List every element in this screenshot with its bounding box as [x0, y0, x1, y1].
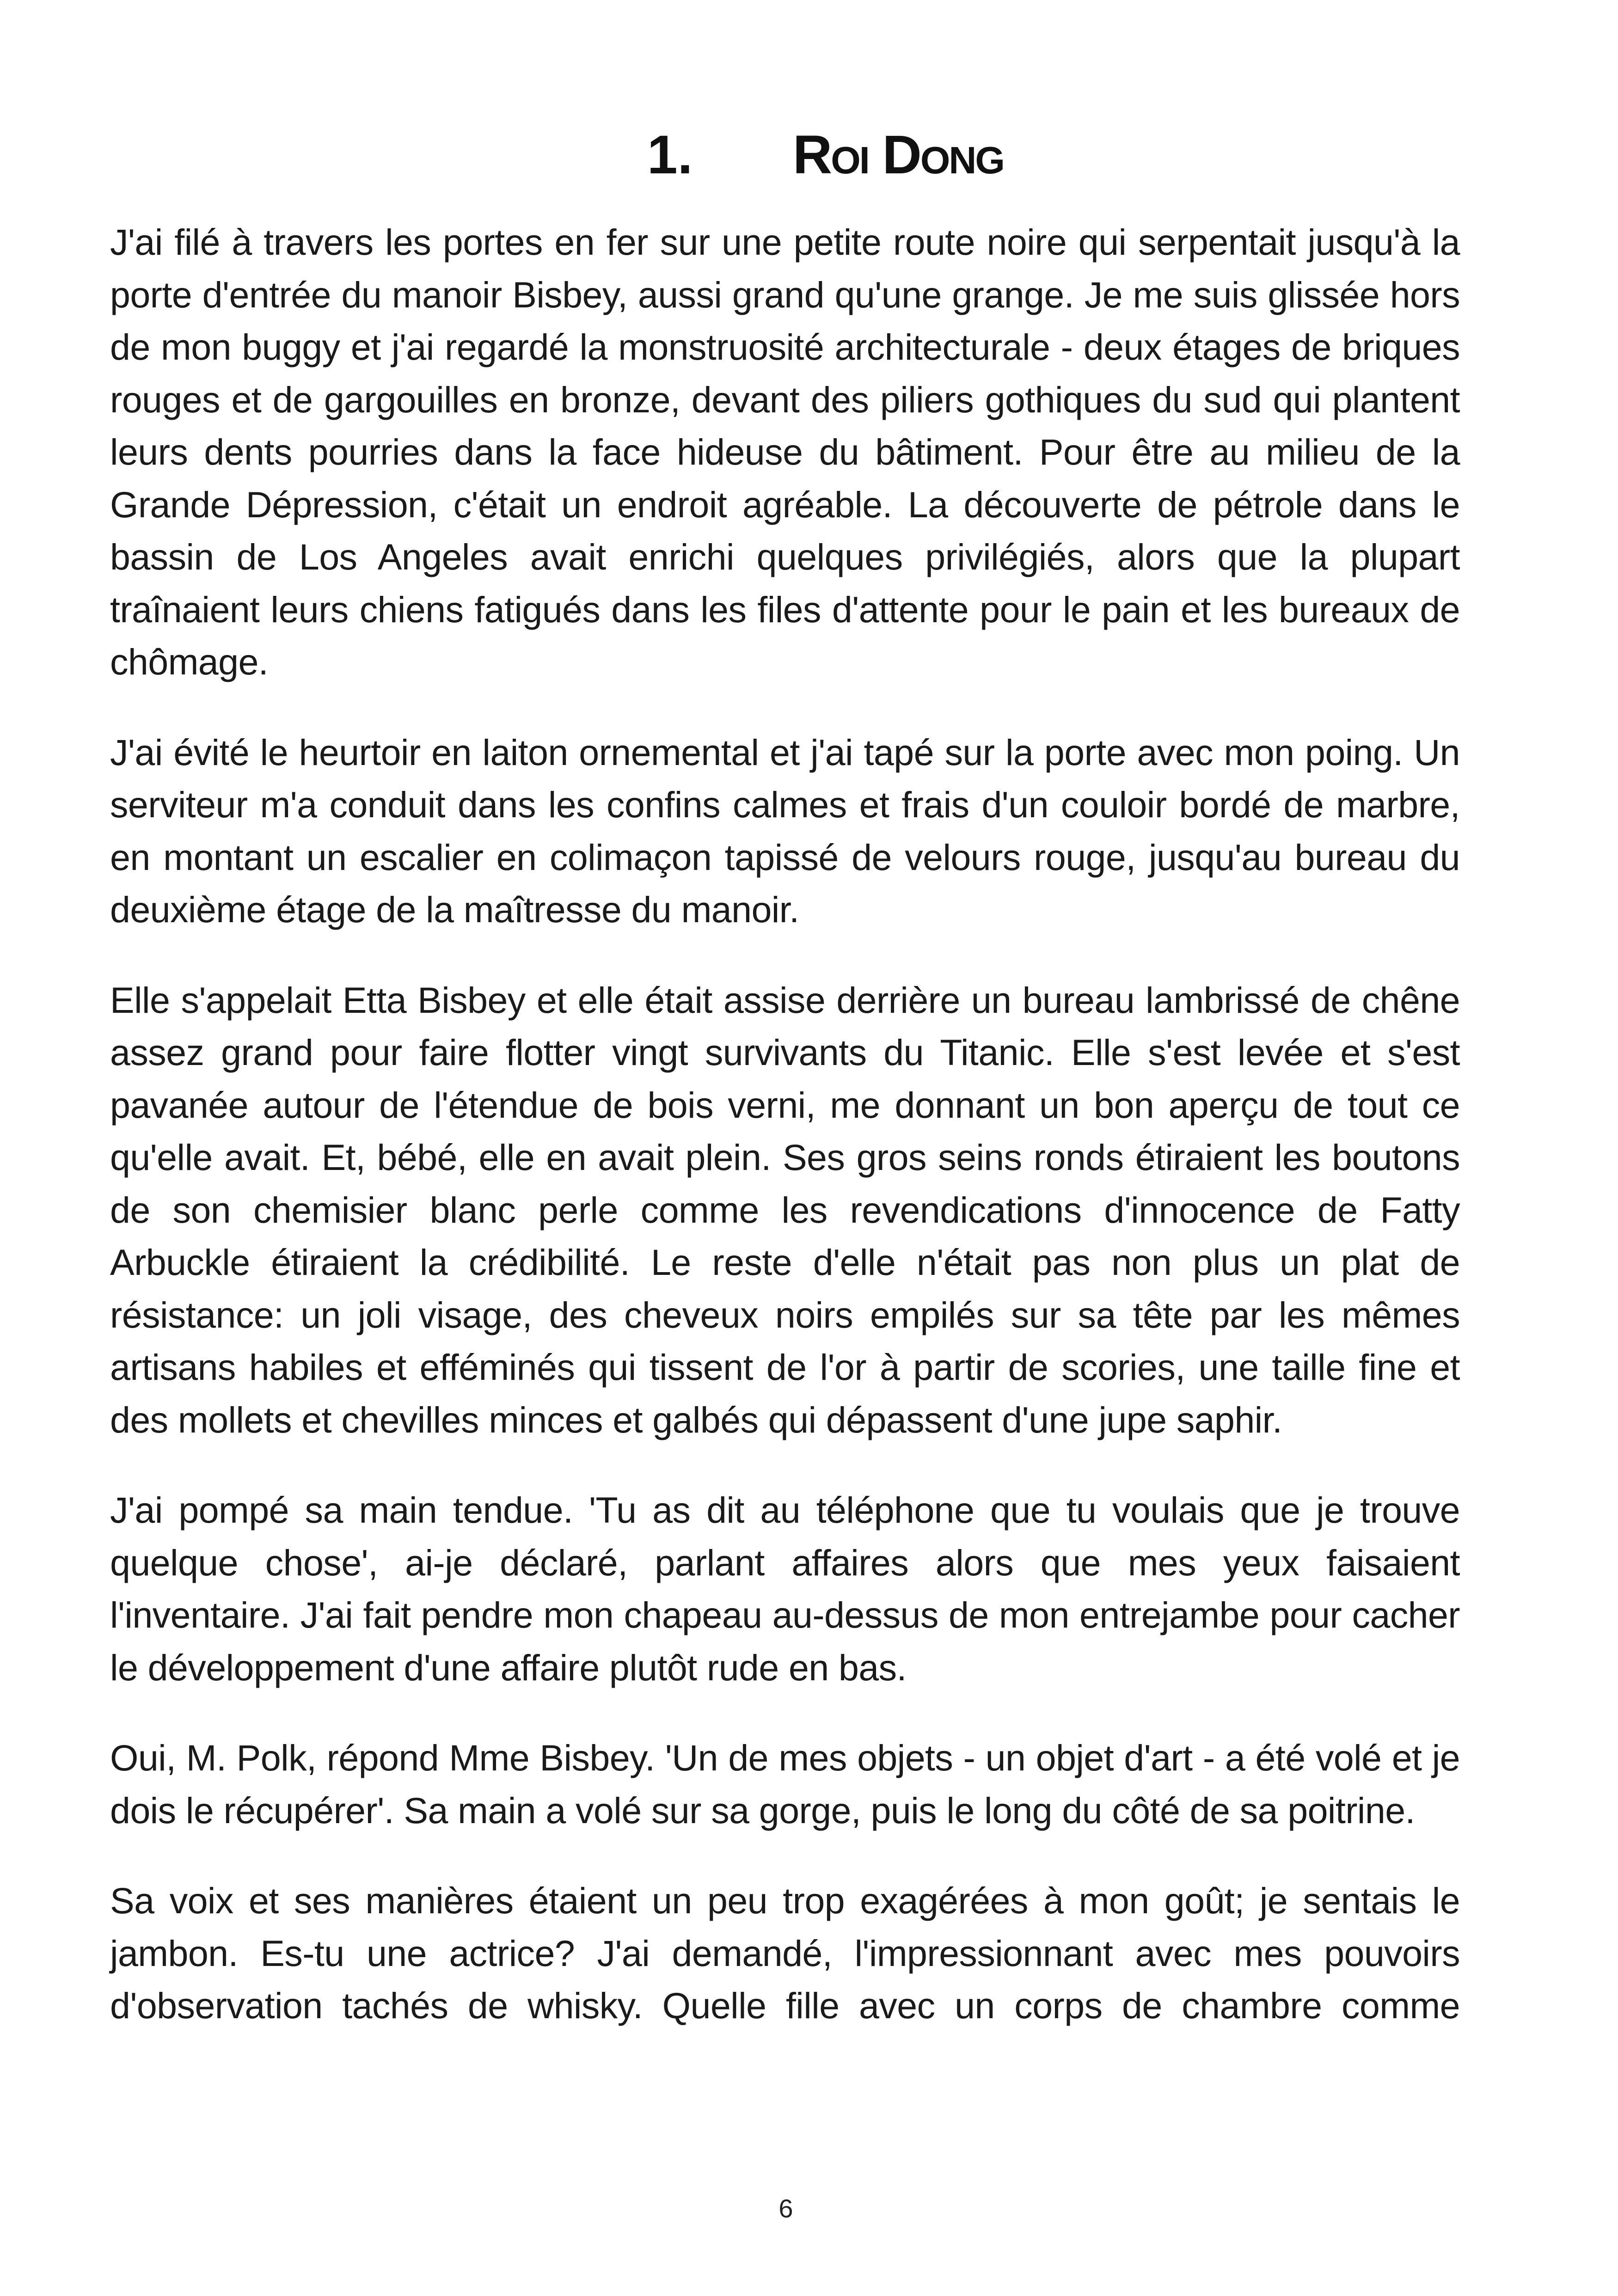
paragraph: Oui, M. Polk, répond Mme Bisbey. 'Un de mes objets - un objet d'art - a été volé et je dois le récupérer'. Sa main a volé sur sa gorge, puis le long du côté de sa poitrine. [110, 1737, 1460, 1831]
paragraph: J'ai pompé sa main tendue. 'Tu as dit au téléphone que tu voulais que je trouve quelque chose', ai-je déclaré, parlant affaires alors que mes yeux faisaient l'inventaire. J'ai fait pendre mon chapeau au-dessus de mon entrejambe pour cacher le développement d'une affaire plutôt rude en bas. [110, 1489, 1460, 1688]
paragraph: J'ai filé à travers les portes en fer sur une petite route noire qui serpentait jusqu'à la porte d'entrée du manoir Bisbey, aussi grand qu'une grange. Je me suis glissée hors de mon buggy et j'ai regardé la monstruosité architecturale - deux étages de briques rouges et de gargouilles en bronze, devant des piliers gothiques du sud qui plantent leurs dents pourries dans la face hideuse du bâtiment. Pour être au milieu de la Grande Dépression, c'était un endroit agréable. La découverte de pétrole dans le bassin de Los Angeles avait enrichi quelques privilégiés, alors que la plupart traînaient leurs chiens fatigués dans les files d'attente pour le pain et les bureaux de chômage. [110, 221, 1460, 682]
chapter-heading [615, 118, 1170, 192]
paragraph: J'ai évité le heurtoir en laiton ornemental et j'ai tapé sur la porte avec mon poing. Un serviteur m'a conduit dans les confins calmes et frais d'un couloir bordé de marbre, en montant un escalier en colimaçon tapissé de velours rouge, jusqu'au bureau du deuxième étage de la maîtresse du manoir. [110, 731, 1460, 930]
paragraph: Sa voix et ses manières étaient un peu trop exagérées à mon goût; je sentais le jambon. Es-tu une actrice? J'ai demandé, l'impressionnant avec mes pouvoirs d'observation tachés de whisky. Quelle fille avec un corps de chambre comme [110, 1880, 1460, 2026]
paragraph: Elle s'appelait Etta Bisbey et elle était assise derrière un bureau lambrissé de chêne assez grand pour faire flotter vingt survivants du Titanic. Elle s'est levée et s'est pavanée autour de l'étendue de bois verni, me donnant un bon aperçu de tout ce qu'elle avait. Et, bébé, elle en avait plein. Ses gros seins ronds étiraient les boutons de son chemisier blanc perle comme les revendications d'innocence de Fatty Arbuckle étiraient la crédibilité. Le reste d'elle n'était pas non plus un plat de résistance: un joli visage, des cheveux noirs empilés sur sa tête par les mêmes artisans habiles et efféminés qui tissent de l'or à partir de scories, une taille fine et des mollets et chevilles minces et galbés qui dépassent d'une jupe saphir. [110, 979, 1460, 1440]
page-number: 6 [778, 2194, 793, 2223]
chapter-number: 1. [647, 124, 693, 185]
chapter-body [110, 216, 1460, 2070]
chapter-title: Roi Dong [793, 124, 1004, 185]
